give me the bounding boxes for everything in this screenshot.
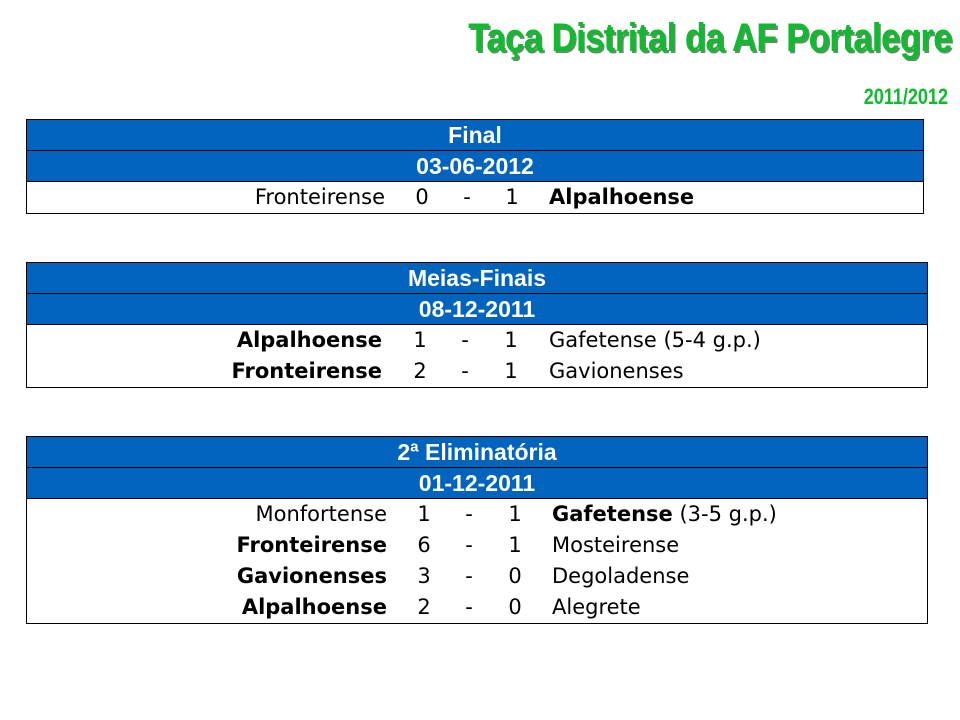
home-team: Fronteirense (254, 185, 385, 209)
home-goals: 2 (417, 595, 431, 619)
match-row (27, 561, 927, 592)
score-separator: - (461, 359, 469, 383)
away-team: Gafetense (552, 502, 673, 526)
away-team: Gafetense (5-4 g.p.) (549, 328, 761, 352)
score-separator: - (465, 533, 473, 557)
stage-date: 01-12-2011 (27, 468, 927, 499)
away-goals: 1 (504, 328, 518, 352)
match-row (27, 182, 923, 213)
away-team: Gavionenses (549, 359, 684, 383)
penalty-note: (3-5 g.p.) (672, 502, 777, 526)
score-separator: - (465, 595, 473, 619)
home-team: Alpalhoense (236, 328, 382, 352)
home-goals: 1 (413, 328, 427, 352)
home-team: Monfortense (255, 502, 387, 526)
away-team: Alpalhoense (549, 185, 695, 209)
page-title: Taça Distrital da AF Portalegre (468, 16, 952, 60)
away-goals: 1 (508, 533, 522, 557)
score-separator: - (461, 328, 469, 352)
season-label: 2011/2012 (863, 84, 948, 109)
score-separator: - (463, 185, 471, 209)
final-table (26, 119, 924, 214)
home-goals: 2 (413, 359, 427, 383)
away-goals: 0 (508, 595, 522, 619)
away-team: Degoladense (552, 564, 690, 588)
match-list (27, 182, 923, 213)
home-goals: 1 (417, 502, 431, 526)
away-goals: 0 (508, 564, 522, 588)
match-row (27, 499, 927, 530)
match-row (27, 356, 927, 387)
match-list (27, 325, 927, 387)
away-team: Mosteirense (552, 533, 680, 557)
home-team: Fronteirense (236, 533, 387, 557)
score-separator: - (465, 564, 473, 588)
stage-header: 2ª Eliminatória (27, 437, 927, 468)
home-team: Fronteirense (231, 359, 382, 383)
score-separator: - (465, 502, 473, 526)
away-goals: 1 (508, 502, 522, 526)
match-row (27, 530, 927, 561)
stage-header: Final (27, 120, 923, 151)
match-row (27, 592, 927, 623)
home-team: Gavionenses (236, 564, 387, 588)
match-row (27, 325, 927, 356)
home-goals: 3 (417, 564, 431, 588)
semifinals-table (26, 262, 928, 388)
match-list (27, 499, 927, 623)
home-goals: 6 (417, 533, 431, 557)
stage-date: 08-12-2011 (27, 294, 927, 325)
second-round-table (26, 436, 928, 624)
stage-date: 03-06-2012 (27, 151, 923, 182)
home-team: Alpalhoense (241, 595, 387, 619)
away-team: Alegrete (552, 595, 641, 619)
stage-header: Meias-Finais (27, 263, 927, 294)
home-goals: 0 (415, 185, 429, 209)
away-goals: 1 (504, 359, 518, 383)
away-goals: 1 (505, 185, 519, 209)
